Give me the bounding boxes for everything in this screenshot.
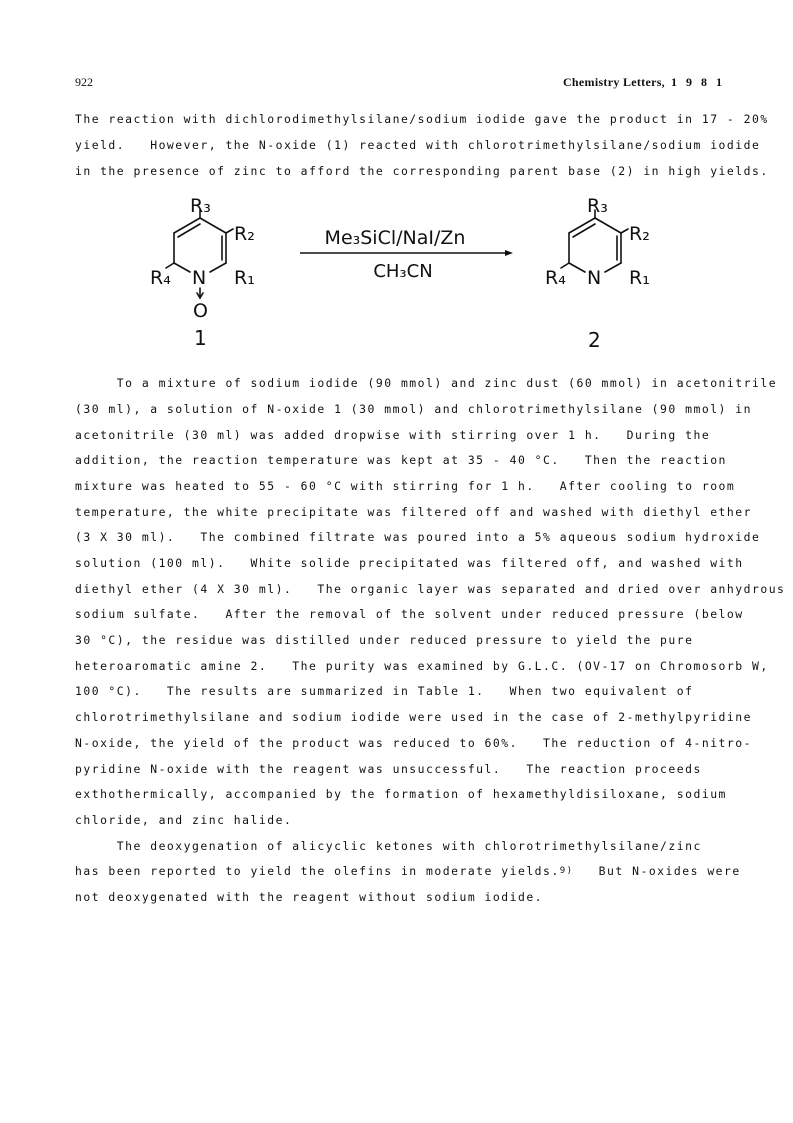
- ring-double-bond: [178, 224, 200, 237]
- body-line: (30 ml), a solution of N-oxide 1 (30 mmol) and chlorotrimethylsilane (90 mmol) in: [75, 402, 752, 416]
- compound-2-structure: [561, 210, 628, 272]
- page-number: 922: [75, 75, 93, 89]
- ref-line-text: has been reported to yield the olefins in moderate yields.: [75, 864, 560, 878]
- compound-2-number: 2: [588, 328, 601, 352]
- ring-bond: [595, 218, 621, 233]
- ring-bond: [569, 263, 585, 272]
- body-line: The deoxygenation of alicyclic ketones with chlorotrimethylsilane/zinc: [75, 839, 702, 853]
- substituent-bond: [621, 229, 628, 233]
- body-line: 100 °C). The results are summarized in Table 1. When two equivalent of: [75, 684, 694, 698]
- ref-line-text: But N-oxides were: [573, 864, 741, 878]
- c2-r3-label: R₃: [587, 195, 608, 217]
- intro-line: in the presence of zinc to afford the corresponding parent base (2) in high yields.: [75, 164, 769, 178]
- c1-oxygen-label: O: [193, 300, 208, 322]
- reagent-label: Me₃SiCl/NaI/Zn: [324, 227, 466, 249]
- body-line: 30 °C), the residue was distilled under reduced pressure to yield the pure: [75, 633, 694, 647]
- body-line: diethyl ether (4 X 30 ml). The organic layer was separated and dried over anhydrous: [75, 582, 786, 596]
- body-line: chloride, and zinc halide.: [75, 813, 293, 827]
- reaction-scheme-drawing: [130, 190, 690, 360]
- page-header: [75, 75, 725, 91]
- c1-nitrogen-label: N: [192, 267, 207, 289]
- journal-name: Chemistry Letters,: [562, 75, 665, 89]
- journal-citation: [563, 75, 725, 90]
- body-line: (3 X 30 ml). The combined filtrate was poured into a 5% aqueous sodium hydroxide: [75, 530, 761, 544]
- c2-nitrogen-label: N: [587, 267, 602, 289]
- journal-year: 1 9 8 1: [671, 75, 725, 89]
- intro-line: The reaction with dichlorodimethylsilane/sodium iodide gave the product in 17 - 20%: [75, 112, 769, 126]
- intro-line: yield. However, the N-oxide (1) reacted with chlorotrimethylsilane/sodium iodide: [75, 138, 761, 152]
- c2-r1-label: R₁: [629, 267, 650, 289]
- body-line: mixture was heated to 55 - 60 °C with stirring for 1 h. After cooling to room: [75, 479, 736, 493]
- body-line: chlorotrimethylsilane and sodium iodide were used in the case of 2-methylpyridine: [75, 710, 752, 724]
- c1-r3-label: R₃: [190, 195, 211, 217]
- body-line: not deoxygenated with the reagent without sodium iodide.: [75, 890, 544, 904]
- body-line: pyridine N-oxide with the reagent was unsuccessful. The reaction proceeds: [75, 762, 702, 776]
- reaction-arrow-head: [505, 250, 513, 256]
- c1-r4-label: R₄: [150, 267, 171, 289]
- reference-superscript: 9): [559, 866, 574, 876]
- body-line-with-reference: [75, 862, 741, 880]
- body-line: solution (100 ml). White solide precipitated was filtered off, and washed with: [75, 556, 744, 570]
- ring-bond: [174, 263, 190, 272]
- body-line: sodium sulfate. After the removal of the solvent under reduced pressure (below: [75, 607, 744, 621]
- c1-r1-label: R₁: [234, 267, 255, 289]
- body-line: temperature, the white precipitate was filtered off and washed with diethyl ether: [75, 505, 752, 519]
- body-line: heteroaromatic amine 2. The purity was examined by G.L.C. (OV-17 on Chromosorb W,: [75, 659, 769, 673]
- ring-double-bond: [573, 224, 595, 237]
- c2-r2-label: R₂: [629, 223, 650, 245]
- c2-r4-label: R₄: [545, 267, 566, 289]
- solvent-label: CH₃CN: [373, 261, 433, 282]
- body-line: N-oxide, the yield of the product was reduced to 60%. The reduction of 4-nitro-: [75, 736, 752, 750]
- body-line: acetonitrile (30 ml) was added dropwise with stirring over 1 h. During the: [75, 428, 711, 442]
- body-line: addition, the reaction temperature was kept at 35 - 40 °C. Then the reaction: [75, 453, 727, 467]
- ring-bond: [605, 263, 621, 272]
- body-line: To a mixture of sodium iodide (90 mmol) and zinc dust (60 mmol) in acetonitrile: [75, 376, 778, 390]
- reaction-scheme: [130, 190, 690, 360]
- compound-1-number: 1: [194, 326, 207, 350]
- body-line: exthothermically, accompanied by the formation of hexamethyldisiloxane, sodium: [75, 787, 727, 801]
- ring-bond: [200, 218, 226, 233]
- ring-bond: [210, 263, 226, 272]
- substituent-bond: [226, 229, 233, 233]
- c1-r2-label: R₂: [234, 223, 255, 245]
